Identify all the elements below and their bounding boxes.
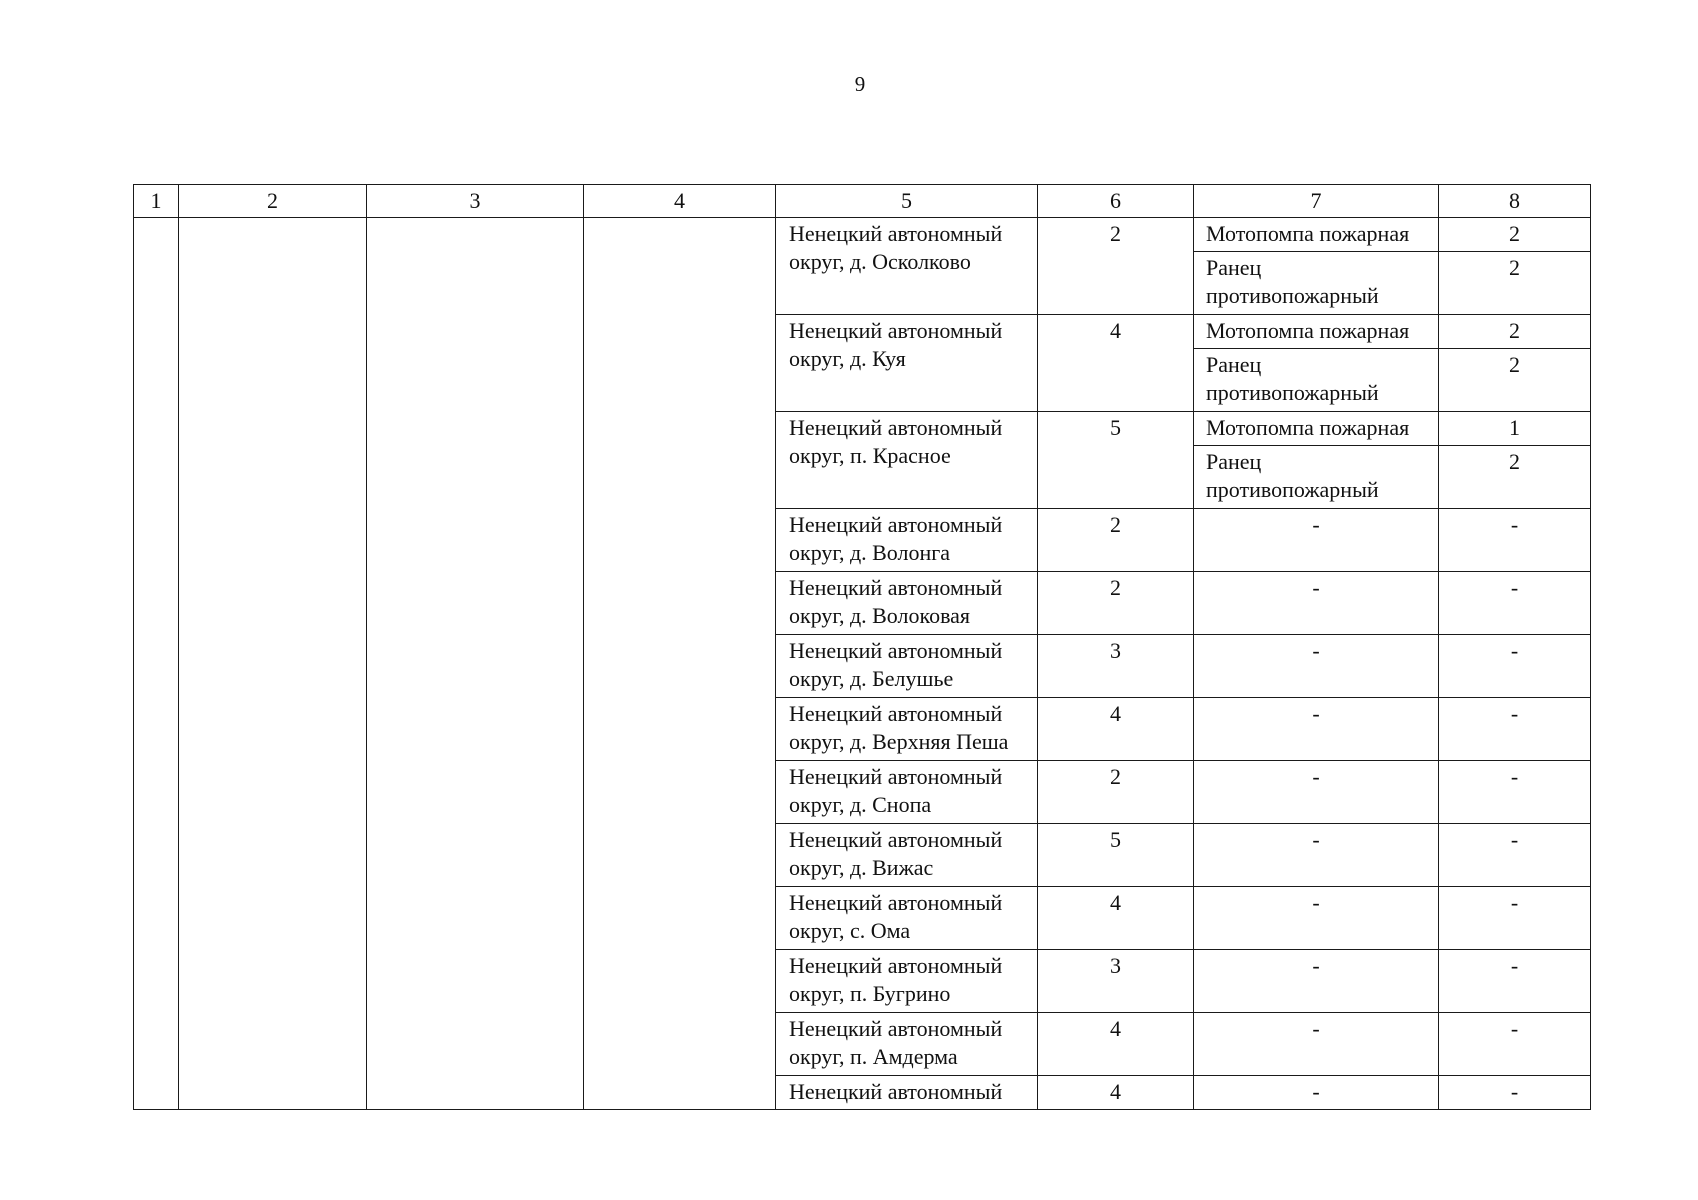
table-body <box>134 218 1591 1110</box>
header-cell: 6 <box>1038 185 1194 218</box>
location-cell <box>776 509 1038 572</box>
location-text: округ, п. Амдерма <box>789 1044 958 1069</box>
data-table <box>133 184 1591 1110</box>
quantity-cell <box>1439 635 1591 698</box>
location-text: округ, д. Куя <box>789 346 906 371</box>
col-4-cell <box>584 218 776 1110</box>
quantity-value: 2 <box>1509 255 1520 280</box>
location-text: округ, д. Волонга <box>789 540 951 565</box>
equipment-name: Мотопомпа пожарная <box>1206 318 1410 343</box>
location-text: Ненецкий автономный <box>789 638 1003 663</box>
location-text: округ, п. Бугрино <box>789 981 951 1006</box>
equipment-cell <box>1194 950 1439 1013</box>
quantity-dash: - <box>1510 512 1519 537</box>
count-value: 3 <box>1110 953 1121 978</box>
header-cell: 8 <box>1439 185 1591 218</box>
equipment-dash: - <box>1312 512 1320 537</box>
count-cell <box>1038 1013 1194 1076</box>
location-cell <box>776 824 1038 887</box>
count-value: 4 <box>1110 318 1121 343</box>
location-cell <box>776 887 1038 950</box>
quantity-value: 2 <box>1509 318 1520 343</box>
equipment-dash: - <box>1312 953 1320 978</box>
equipment-cell <box>1194 635 1439 698</box>
quantity-value: 2 <box>1509 352 1520 377</box>
equipment-cell <box>1194 572 1439 635</box>
equipment-name: противопожарный <box>1206 380 1379 405</box>
equipment-name: Ранец <box>1206 449 1262 474</box>
equipment-name: Ранец <box>1206 255 1262 280</box>
count-cell <box>1038 824 1194 887</box>
page-number: 9 <box>854 72 866 96</box>
quantity-cell <box>1439 349 1591 412</box>
quantity-cell <box>1439 1076 1591 1110</box>
equipment-name: Мотопомпа пожарная <box>1206 415 1410 440</box>
location-text: Ненецкий автономный <box>789 701 1003 726</box>
equipment-name: Мотопомпа пожарная <box>1206 221 1410 246</box>
equipment-cell <box>1194 1076 1439 1110</box>
quantity-cell <box>1439 509 1591 572</box>
location-text: Ненецкий автономный <box>789 953 1003 978</box>
equipment-dash: - <box>1312 575 1320 600</box>
header-cell: 5 <box>776 185 1038 218</box>
count-value: 4 <box>1110 701 1121 726</box>
location-text: округ, п. Красное <box>789 443 951 468</box>
quantity-dash: - <box>1510 827 1519 852</box>
location-text: Ненецкий автономный <box>789 827 1003 852</box>
quantity-dash: - <box>1510 701 1519 726</box>
location-text: округ, д. Вижас <box>789 855 934 880</box>
location-text: округ, д. Снопа <box>789 792 932 817</box>
quantity-cell <box>1439 887 1591 950</box>
count-cell <box>1038 315 1194 412</box>
count-cell <box>1038 218 1194 315</box>
header-cell: 1 <box>134 185 179 218</box>
header-cell: 3 <box>367 185 584 218</box>
equipment-dash: - <box>1312 638 1320 663</box>
location-text: округ, д. Верхняя Пеша <box>789 729 1009 754</box>
location-text: Ненецкий автономный <box>789 512 1003 537</box>
quantity-value: 2 <box>1509 221 1520 246</box>
quantity-cell <box>1439 824 1591 887</box>
quantity-dash: - <box>1510 890 1519 915</box>
equipment-cell <box>1194 412 1439 446</box>
quantity-dash: - <box>1510 953 1519 978</box>
count-cell <box>1038 887 1194 950</box>
count-value: 3 <box>1110 638 1121 663</box>
equipment-dash: - <box>1312 1079 1320 1104</box>
count-cell <box>1038 572 1194 635</box>
location-cell <box>776 1013 1038 1076</box>
header-cell: 2 <box>179 185 367 218</box>
quantity-cell <box>1439 252 1591 315</box>
equipment-cell <box>1194 887 1439 950</box>
quantity-dash: - <box>1510 1079 1519 1104</box>
location-cell <box>776 315 1038 412</box>
equipment-dash: - <box>1312 701 1320 726</box>
count-value: 2 <box>1110 764 1121 789</box>
table-row <box>134 218 1591 252</box>
location-text: Ненецкий автономный <box>789 764 1003 789</box>
equipment-cell <box>1194 252 1439 315</box>
location-text: Ненецкий автономный <box>789 890 1003 915</box>
location-cell <box>776 761 1038 824</box>
equipment-cell <box>1194 824 1439 887</box>
quantity-dash: - <box>1510 764 1519 789</box>
quantity-value: 2 <box>1509 449 1520 474</box>
location-text: Ненецкий автономный <box>789 1016 1003 1041</box>
quantity-cell <box>1439 698 1591 761</box>
location-text: Ненецкий автономный <box>789 221 1003 246</box>
equipment-cell <box>1194 218 1439 252</box>
col-3-cell <box>367 218 584 1110</box>
quantity-dash: - <box>1510 575 1519 600</box>
equipment-dash: - <box>1312 890 1320 915</box>
col-1-cell <box>134 218 179 1110</box>
count-value: 4 <box>1110 1016 1121 1041</box>
location-cell <box>776 572 1038 635</box>
header-cell: 7 <box>1194 185 1439 218</box>
count-cell <box>1038 761 1194 824</box>
location-text: Ненецкий автономный <box>789 415 1003 440</box>
count-value: 5 <box>1110 827 1121 852</box>
equipment-dash: - <box>1312 827 1320 852</box>
count-value: 2 <box>1110 512 1121 537</box>
quantity-cell <box>1439 1013 1591 1076</box>
count-cell <box>1038 509 1194 572</box>
equipment-cell <box>1194 1013 1439 1076</box>
location-text: округ, с. Ома <box>789 918 911 943</box>
count-value: 4 <box>1110 1079 1121 1104</box>
location-cell <box>776 950 1038 1013</box>
location-cell <box>776 1076 1038 1110</box>
quantity-cell <box>1439 950 1591 1013</box>
count-value: 2 <box>1110 221 1121 246</box>
location-cell <box>776 635 1038 698</box>
quantity-cell <box>1439 446 1591 509</box>
equipment-dash: - <box>1312 1016 1320 1041</box>
location-text: Ненецкий автономный <box>789 1079 1003 1104</box>
equipment-dash: - <box>1312 764 1320 789</box>
quantity-dash: - <box>1510 638 1519 663</box>
quantity-cell <box>1439 218 1591 252</box>
equipment-cell <box>1194 698 1439 761</box>
quantity-value: 1 <box>1509 415 1520 440</box>
location-text: округ, д. Белушье <box>789 666 954 691</box>
header-cell: 4 <box>584 185 776 218</box>
location-cell <box>776 412 1038 509</box>
equipment-cell <box>1194 315 1439 349</box>
count-cell <box>1038 1076 1194 1110</box>
location-text: округ, д. Осколково <box>789 249 971 274</box>
equipment-cell <box>1194 349 1439 412</box>
count-cell <box>1038 635 1194 698</box>
count-value: 5 <box>1110 415 1121 440</box>
quantity-dash: - <box>1510 1016 1519 1041</box>
col-2-cell <box>179 218 367 1110</box>
location-text: округ, д. Волоковая <box>789 603 971 628</box>
equipment-name: противопожарный <box>1206 283 1379 308</box>
location-cell <box>776 218 1038 315</box>
count-cell <box>1038 950 1194 1013</box>
quantity-cell <box>1439 761 1591 824</box>
location-text: Ненецкий автономный <box>789 575 1003 600</box>
count-cell <box>1038 412 1194 509</box>
count-value: 2 <box>1110 575 1121 600</box>
count-value: 4 <box>1110 890 1121 915</box>
quantity-cell <box>1439 315 1591 349</box>
equipment-name: противопожарный <box>1206 477 1379 502</box>
equipment-cell <box>1194 761 1439 824</box>
equipment-name: Ранец <box>1206 352 1262 377</box>
quantity-cell <box>1439 572 1591 635</box>
equipment-cell <box>1194 446 1439 509</box>
quantity-cell <box>1439 412 1591 446</box>
location-cell <box>776 698 1038 761</box>
location-text: Ненецкий автономный <box>789 318 1003 343</box>
count-cell <box>1038 698 1194 761</box>
header-row <box>134 185 1591 218</box>
equipment-cell <box>1194 509 1439 572</box>
